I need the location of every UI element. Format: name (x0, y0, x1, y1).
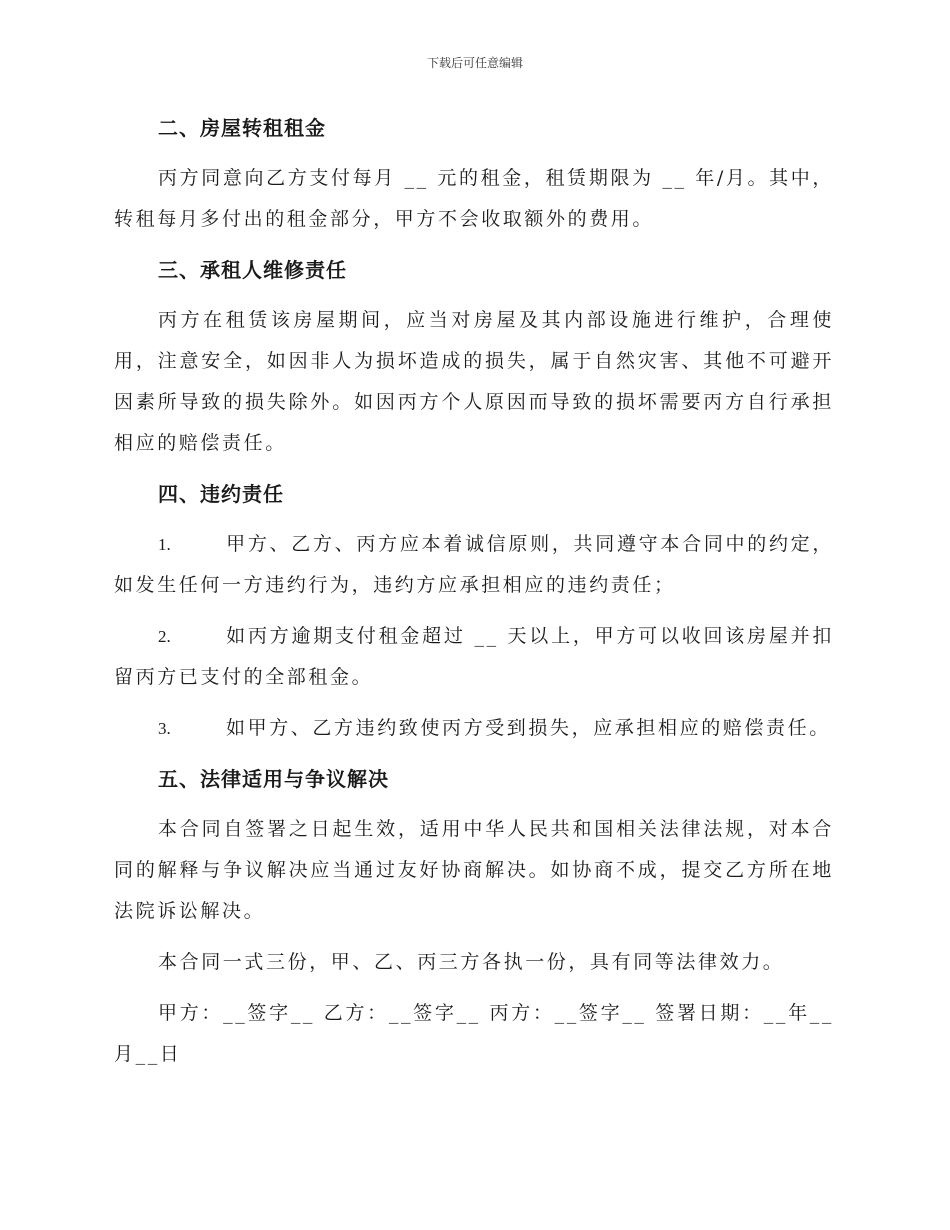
repair-paragraph: 丙方在租赁该房屋期间，应当对房屋及其内部设施进行维护，合理使用，注意安全，如因非人为损坏造成的损失，属于自然灾害、其他不可避开因素所导致的损失除外。如因丙方个人原因而导致的损坏需要丙方自行承担相应的赔偿责任。 (114, 309, 834, 454)
item-number: 1. (158, 535, 171, 554)
section-heading-repair: 三、承租人维修责任 (158, 258, 347, 282)
breach-item-3 (114, 708, 834, 749)
copies-paragraph: 本合同一式三份，甲、乙、丙三方各执一份，具有同等法律效力。 (158, 951, 785, 973)
item-number: 2. (158, 627, 171, 646)
item-text: 甲方、乙方、丙方应本着诚信原则，共同遵守本合同中的约定，如发生任何一方违约行为，违约方应承担相应的违约责任； (114, 533, 834, 596)
item-number: 3. (158, 719, 171, 738)
section-heading-breach: 四、违约责任 (158, 482, 284, 506)
contract-body (114, 108, 834, 1075)
item-text: 如甲方、乙方违约致使丙方受到损失，应承担相应的赔偿责任。 (226, 717, 831, 739)
item-text: 如丙方逾期支付租金超过 __ 天以上，甲方可以收回该房屋并扣留丙方已支付的全部租金。 (114, 625, 834, 688)
signature-line: 甲方：__签字__ 乙方：__签字__ 丙方：__签字__ 签署日期：__年__月__日 (114, 1002, 834, 1065)
rent-paragraph: 丙方同意向乙方支付每月 __ 元的租金，租赁期限为 __ 年/月。其中，转租每月多付出的租金部分，甲方不会收取额外的费用。 (114, 167, 834, 230)
law-paragraph: 本合同自签署之日起生效，适用中华人民共和国相关法律法规，对本合同的解释与争议解决应当通过友好协商解决。如协商不成，提交乙方所在地法院诉讼解决。 (114, 818, 834, 922)
section-heading-rent: 二、房屋转租租金 (158, 116, 326, 140)
page-header-note: 下载后可任意编辑 (426, 56, 523, 70)
section-heading-law: 五、法律适用与争议解决 (158, 767, 389, 791)
breach-item-1 (114, 524, 834, 606)
breach-item-2 (114, 616, 834, 698)
